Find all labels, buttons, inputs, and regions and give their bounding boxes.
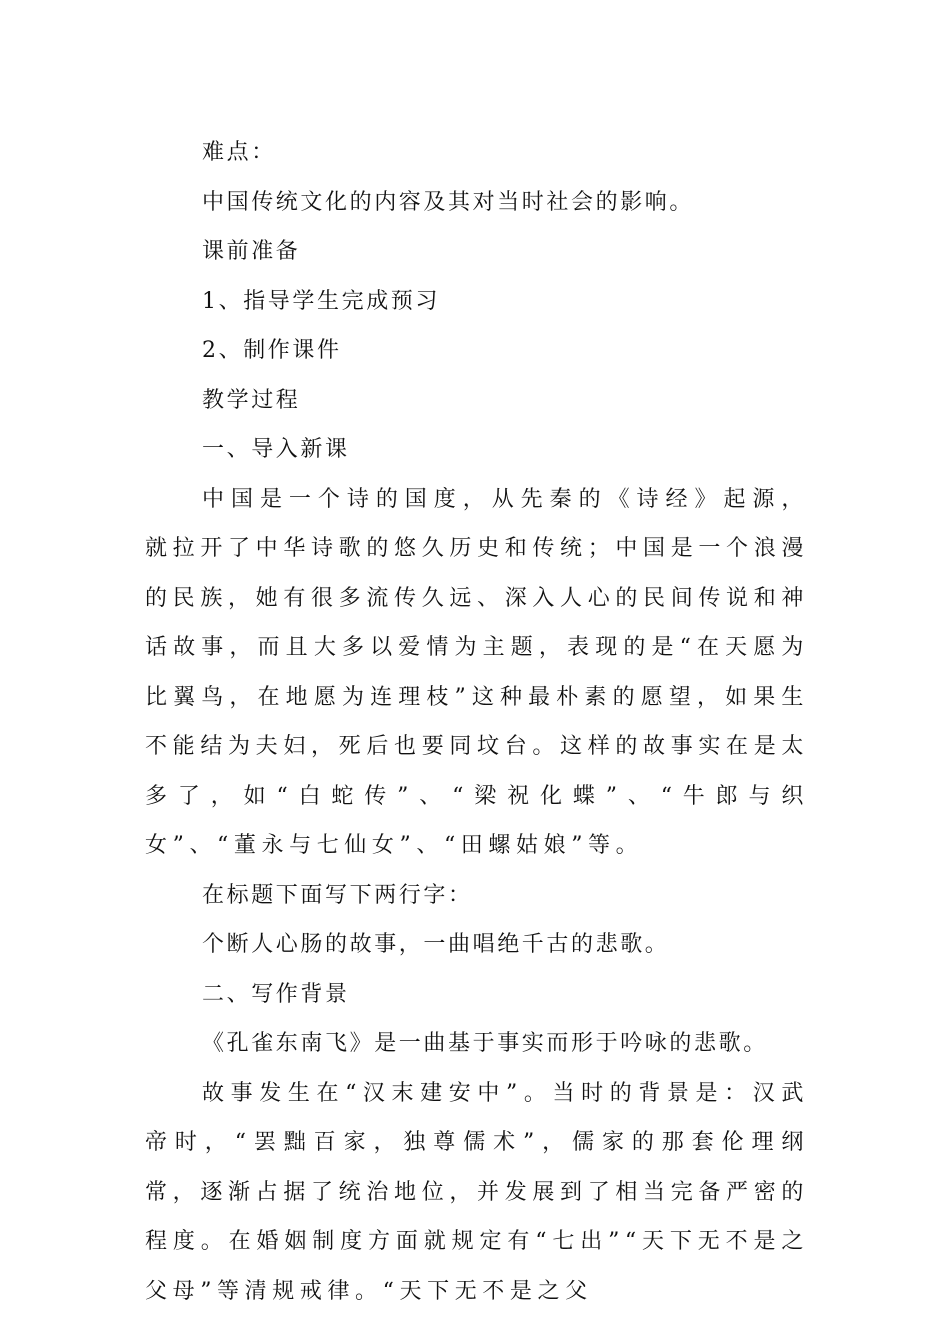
preparation-item-1: 1、指导学生完成预习 <box>202 288 440 314</box>
difficulty-text: 中国传统文化的内容及其对当时社会的影响。 <box>202 189 695 215</box>
heading-difficulty: 难点： <box>202 140 276 165</box>
title-note: 在标题下面写下两行字： <box>202 882 473 908</box>
preparation-item-2: 2、制作课件 <box>202 338 342 363</box>
heading-preparation: 课前准备 <box>202 239 301 264</box>
background-paragraph: 故事发生在“汉末建安中”。当时的背景是：汉武帝时，“罢黜百家，独尊儒术”，儒家的那套伦理纲常，逐渐占据了统治地位，并发展到了相当完备严密的程度。在婚姻制度方面就规定有“七出”“天下无不是之父母”等清规戒律。“天下无不是之父 <box>145 1080 809 1304</box>
background-intro: 《孔雀东南飞》是一曲基于事实而形于吟咏的悲歌。 <box>202 1031 768 1056</box>
intro-paragraph: 中国是一个诗的国度，从先秦的《诗经》起源，就拉开了中华诗歌的悠久历史和传统；中国是一个浪漫的民族，她有很多流传久远、深入人心的民间传说和神话故事，而且大多以爱情为主题，表现的是“在天愿为比翼鸟，在地愿为连理枝”这种最朴素的愿望，如果生不能结为夫妇，死后也要同坟台。这样的故事实在是太多了，如“白蛇传”、“梁祝化蝶”、“牛郎与织女”、“董永与七仙女”、“田螺姑娘”等。 <box>145 486 809 858</box>
section-two-heading: 二、写作背景 <box>202 981 350 1007</box>
document-body <box>145 128 809 1316</box>
title-lines: 个断人心肠的故事，一曲唱绝千古的悲歌。 <box>202 932 670 957</box>
section-one-heading: 一、导入新课 <box>202 437 350 462</box>
heading-teaching-process: 教学过程 <box>202 387 301 413</box>
